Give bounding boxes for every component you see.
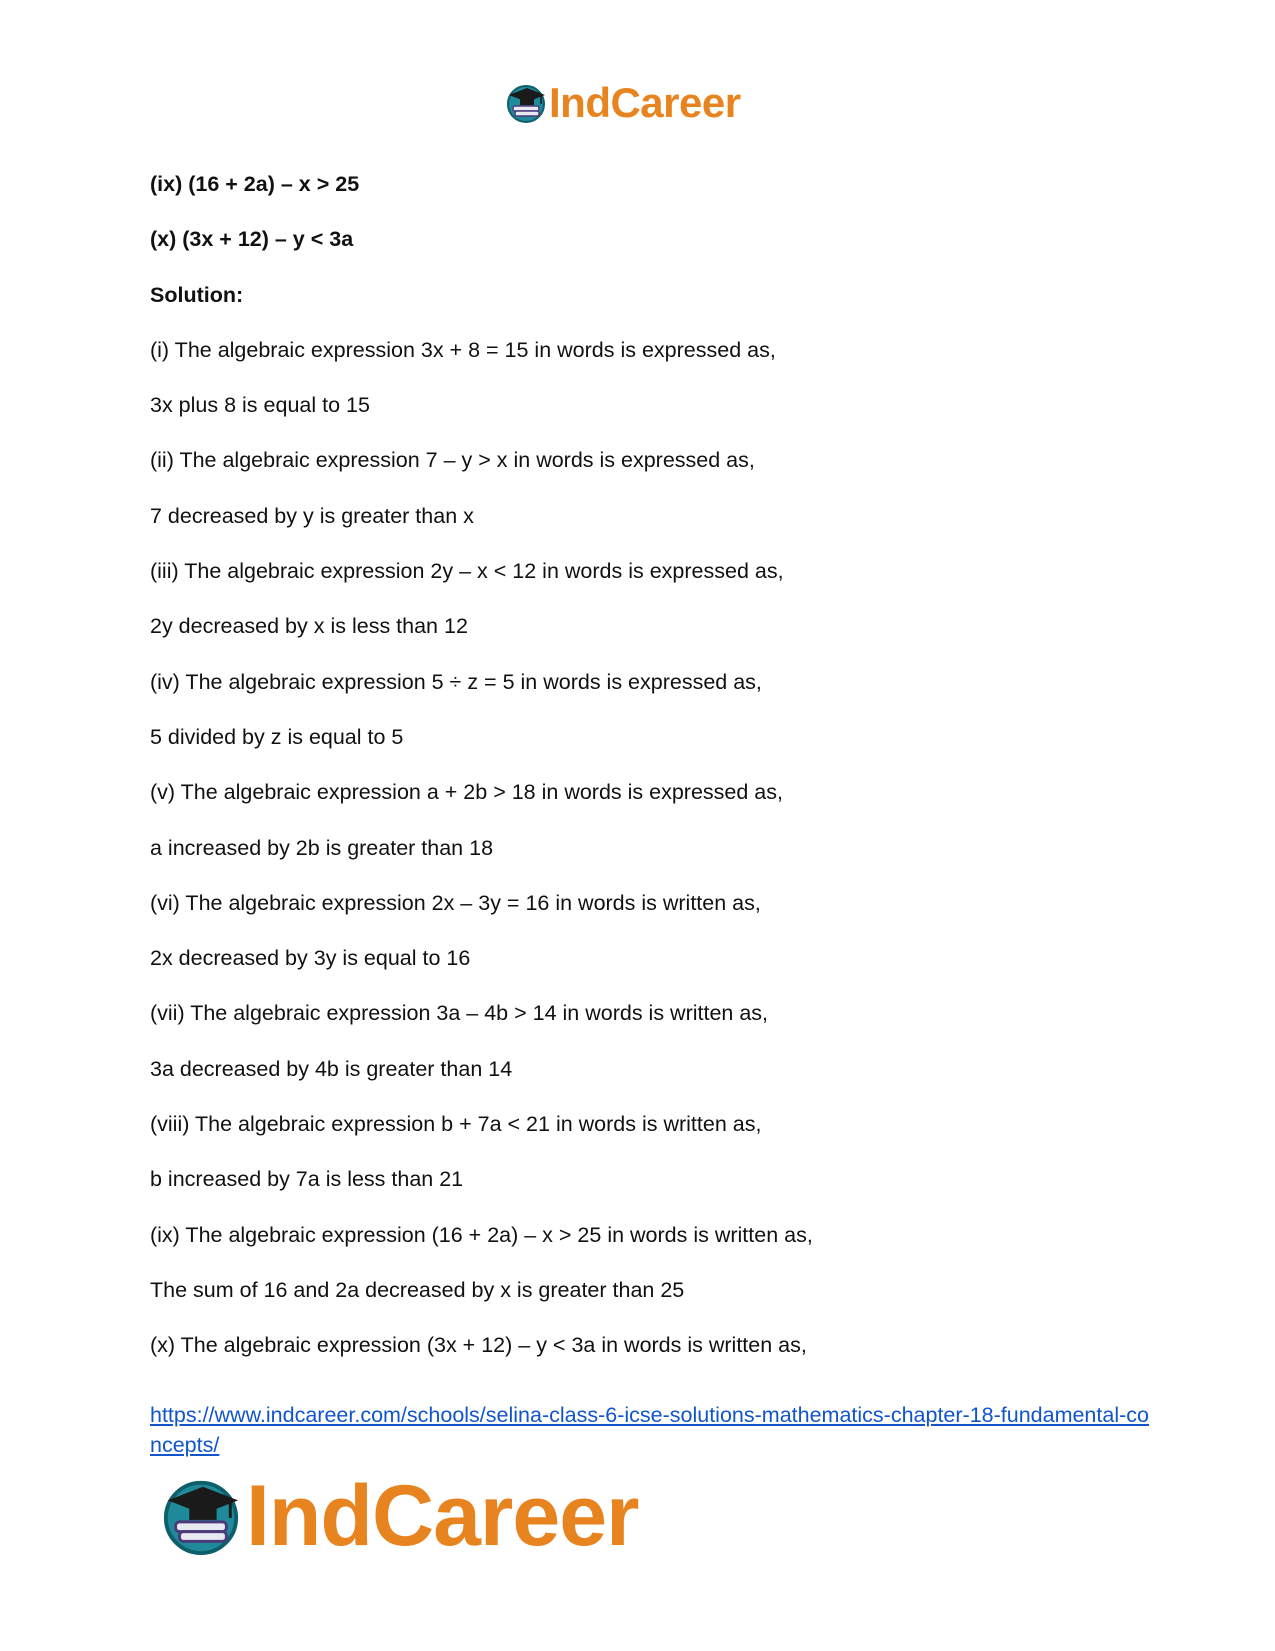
document-body (150, 170, 1150, 1387)
solution-heading: Solution: (150, 282, 244, 307)
question-ix: (ix) (16 + 2a) – x > 25 (150, 172, 360, 196)
solution-line: (i) The algebraic expression 3x + 8 = 15 in words is expressed as, (150, 337, 776, 362)
solution-line: (iii) The algebraic expression 2y – x < 12 in words is expressed as, (150, 559, 784, 584)
header-logo (505, 80, 741, 126)
graduation-cap-books-globe-icon (505, 82, 547, 124)
solution-line: a increased by 2b is greater than 18 (150, 835, 494, 860)
solution-line: (iv) The algebraic expression 5 ÷ z = 5 in words is expressed as, (150, 669, 762, 694)
header-logo-text: IndCareer (549, 79, 741, 126)
question-x: (x) (3x + 12) – y < 3a (150, 227, 354, 252)
footer-logo (160, 1467, 639, 1564)
footer-logo-text: IndCareer (246, 1467, 639, 1564)
solution-line: 7 decreased by y is greater than x (150, 503, 474, 528)
solution-line: 2x decreased by 3y is equal to 16 (150, 946, 471, 971)
graduation-cap-books-globe-icon (160, 1475, 242, 1557)
solution-line: (ii) The algebraic expression 7 – y > x in words is expressed as, (150, 448, 755, 473)
solution-line: The sum of 16 and 2a decreased by x is greater than 25 (150, 1277, 685, 1302)
solution-line: 3x plus 8 is equal to 15 (150, 393, 370, 418)
solution-line: 5 divided by z is equal to 5 (150, 724, 404, 749)
solution-line: (vii) The algebraic expression 3a – 4b > 14 in words is written as, (150, 1001, 769, 1026)
solution-line: (viii) The algebraic expression b + 7a < 21 in words is written as, (150, 1112, 762, 1137)
source-link[interactable]: https://www.indcareer.com/schools/selina-class-6-icse-solutions-mathematics-chapter-18-fundamental-concepts/ (150, 1403, 1149, 1457)
solution-line: b increased by 7a is less than 21 (150, 1167, 464, 1192)
solution-line: (x) The algebraic expression (3x + 12) – y < 3a in words is written as, (150, 1333, 807, 1358)
solution-line: (ix) The algebraic expression (16 + 2a) – x > 25 in words is written as, (150, 1222, 813, 1247)
solution-line: (v) The algebraic expression a + 2b > 18 in words is expressed as, (150, 780, 783, 805)
solution-line: 3a decreased by 4b is greater than 14 (150, 1056, 513, 1081)
solution-line: (vi) The algebraic expression 2x – 3y = 16 in words is written as, (150, 890, 761, 915)
solution-line: 2y decreased by x is less than 12 (150, 614, 468, 639)
